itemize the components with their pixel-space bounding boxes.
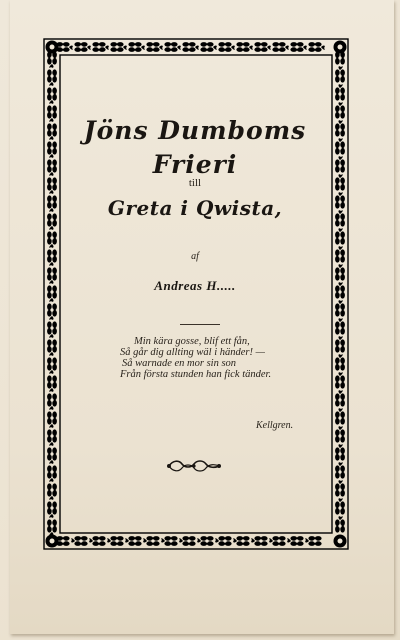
ornamental-flourish-icon [165, 458, 223, 474]
epigraph-attribution: Kellgren. [256, 420, 294, 431]
epigraph [120, 336, 330, 380]
epigraph-line: Min kära gosse, blif ett fån, [134, 336, 250, 347]
second-title-line: Greta i Qwista, [107, 196, 283, 220]
book-page [10, 0, 394, 634]
epigraph-line: Så går dig allting wäl i händer! — [120, 347, 265, 358]
connector-word: till [188, 177, 202, 189]
by-word: af [191, 251, 199, 262]
author-name: Andreas H..... [154, 278, 236, 293]
epigraph-line: Från första stunden han fick tänder. [120, 369, 272, 380]
page-title: Jöns Dumboms [83, 116, 307, 145]
title-page-content [70, 60, 320, 530]
epigraph-line: Så warnade en mor sin son [122, 358, 237, 369]
divider-rule [180, 324, 220, 325]
page-subtitle: Frieri [152, 150, 238, 179]
